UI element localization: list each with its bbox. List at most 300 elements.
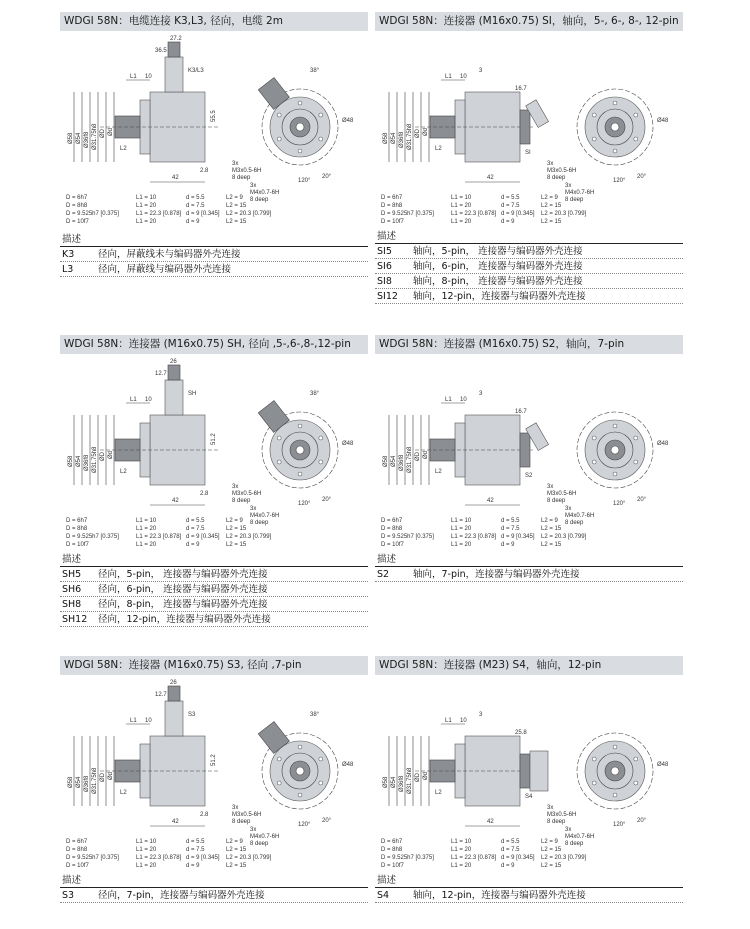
dim-extra-0: 27.2	[170, 36, 182, 42]
mount-hole	[592, 137, 596, 141]
technical-drawing	[60, 32, 368, 210]
dimension-table	[66, 838, 286, 870]
dimension-cell: D = 8h8	[66, 203, 88, 209]
dimension-cell: D = 10f7	[66, 542, 89, 548]
connector-tag: S3	[188, 712, 196, 718]
angle-20-label: 20°	[637, 174, 647, 180]
dim-d36-label: Ø36f8	[84, 454, 90, 471]
description-row	[375, 244, 683, 259]
dimension-cell: L1 = 20	[136, 219, 157, 225]
dimension-row	[381, 854, 601, 862]
thread-m4-count: 3x	[565, 183, 572, 189]
dimension-cell: d = 9 [0.345]	[501, 534, 535, 540]
shaft-hole	[296, 446, 304, 454]
thread-m4-count: 3x	[250, 183, 257, 189]
dim-3-label: 3	[479, 68, 483, 74]
dimension-cell: L1 = 22.3 [0.878]	[451, 211, 497, 217]
dimension-row	[66, 218, 286, 226]
angle-20-label: 20°	[637, 497, 647, 503]
mount-hole	[634, 460, 638, 464]
description-row	[60, 612, 368, 627]
dimension-cell: d = 5.5	[501, 195, 520, 201]
panel-si	[375, 12, 683, 312]
dimension-cell: D = 8h8	[381, 847, 403, 853]
dim-10-label: 10	[460, 74, 467, 80]
dimension-cell: d = 7.5	[186, 526, 205, 532]
dim-l2-label: L2	[120, 146, 127, 152]
variant-code: L3	[62, 264, 74, 275]
dimension-table	[381, 838, 601, 870]
dimension-row	[66, 862, 286, 870]
variant-code: SI5	[377, 246, 392, 257]
dimension-cell: d = 7.5	[501, 203, 520, 209]
description-heading: 描述	[60, 553, 368, 567]
thread-m4-spec: M4x0.7-6H	[565, 834, 595, 840]
dim-extra-2: 51.2	[211, 754, 217, 766]
dim-d31-label: Ø31.75h8	[407, 767, 413, 794]
dimension-row	[381, 846, 601, 854]
dimension-row	[381, 525, 601, 533]
dimension-cell: D = 9.525h7 [0.375]	[381, 855, 434, 861]
dimension-cell: L2 = 15	[226, 526, 247, 532]
dimension-cell: L2 = 9	[541, 839, 558, 845]
dimension-row	[66, 525, 286, 533]
dimension-cell: L1 = 22.3 [0.878]	[451, 534, 497, 540]
dim-28-label: 2.8	[200, 491, 209, 497]
connector-tag: S2	[525, 473, 533, 479]
description-heading: 描述	[375, 874, 683, 888]
dim-extra-0: 16.7	[515, 86, 527, 92]
dimension-cell: d = 7.5	[186, 847, 205, 853]
panel-title: WDGI 58N：连接器 (M16x0.75) SI，轴向，5-, 6-, 8-, 12-pin	[375, 12, 683, 31]
angle-38-label: 38°	[310, 712, 320, 718]
connector-cap	[168, 686, 180, 701]
dim-d48-label: Ø48	[657, 762, 669, 768]
dim-extra-1: 12.7	[155, 692, 167, 698]
dimension-cell: d = 9 [0.345]	[501, 855, 535, 861]
mount-hole	[277, 113, 281, 117]
dim-d31-label: Ø31.75h8	[92, 446, 98, 473]
variant-description: 轴向，5-pin， 连接器与编码器外壳连接	[413, 246, 583, 257]
dim-dd-label: ØD	[100, 452, 106, 461]
dim-extra-1: 36.5	[155, 48, 167, 54]
dim-d58-label: Ø58	[68, 132, 74, 144]
mount-hole	[298, 424, 302, 428]
panel-s4	[375, 656, 683, 916]
dim-l1-label: L1	[130, 397, 137, 403]
dimension-cell: D = 9.525h7 [0.375]	[381, 211, 434, 217]
mount-hole	[277, 137, 281, 141]
connector-tag: S4	[525, 794, 533, 800]
dimension-row	[66, 210, 286, 218]
angle-120-label: 120°	[613, 501, 626, 507]
thread-m3-spec: M3x0.5-6H	[547, 812, 577, 818]
dimension-cell: L1 = 20	[451, 847, 472, 853]
description-row	[60, 597, 368, 612]
angle-38-label: 38°	[310, 68, 320, 74]
thread-m3-depth: 8 deep	[547, 175, 566, 181]
dimension-cell: L1 = 20	[451, 863, 472, 869]
dim-10-label: 10	[145, 74, 152, 80]
axial-connector-base	[520, 110, 530, 144]
dim-42-label: 42	[487, 175, 494, 181]
variant-code: S4	[377, 890, 390, 901]
dimension-cell: d = 5.5	[186, 518, 205, 524]
dim-dd2-label: Ød	[423, 771, 429, 780]
description-table	[375, 553, 683, 582]
dim-l2-label: L2	[435, 790, 442, 796]
mount-hole	[613, 745, 617, 749]
dimension-row	[381, 202, 601, 210]
dimension-cell: d = 7.5	[501, 526, 520, 532]
mount-hole	[298, 472, 302, 476]
panel-s2	[375, 335, 683, 595]
dim-l1-label: L1	[130, 718, 137, 724]
dimension-cell: L1 = 20	[451, 203, 472, 209]
description-table	[60, 874, 368, 903]
thread-m3-depth: 8 deep	[547, 819, 566, 825]
thread-m4-count: 3x	[565, 827, 572, 833]
dimension-row	[66, 846, 286, 854]
dimension-cell: d = 9	[186, 219, 200, 225]
dimension-cell: L2 = 20.3 [0.799]	[541, 534, 587, 540]
dim-l1-label: L1	[445, 718, 452, 724]
dim-extra-1: 12.7	[155, 371, 167, 377]
technical-drawing	[60, 355, 368, 533]
dimension-cell: L1 = 20	[136, 542, 157, 548]
dimension-cell: L1 = 22.3 [0.878]	[136, 855, 182, 861]
shaft-hole	[296, 767, 304, 775]
drawing-svg	[60, 32, 368, 210]
dimension-row	[381, 541, 601, 549]
variant-description: 径向，屏蔽线与编码器外壳连接	[98, 264, 232, 275]
dimension-cell: L2 = 20.3 [0.799]	[541, 211, 587, 217]
description-row	[375, 289, 683, 304]
axial-connector-base	[520, 754, 530, 788]
variant-code: K3	[62, 249, 75, 260]
variant-description: 径向，8-pin， 连接器与编码器外壳连接	[98, 599, 268, 610]
thread-m3-depth: 8 deep	[232, 175, 251, 181]
dimension-cell: D = 6h7	[66, 518, 88, 524]
description-heading: 描述	[60, 233, 368, 247]
dim-extra-2: 51.2	[211, 433, 217, 445]
angle-120-label: 120°	[613, 822, 626, 828]
description-row	[375, 567, 683, 582]
mount-hole	[613, 424, 617, 428]
mount-hole	[592, 113, 596, 117]
thread-m4-depth: 8 deep	[565, 841, 584, 847]
dimension-cell: L1 = 10	[136, 839, 157, 845]
angle-20-label: 20°	[637, 818, 647, 824]
dim-d36-label: Ø36f8	[399, 454, 405, 471]
mount-hole	[319, 436, 323, 440]
thread-m3-count: 3x	[547, 484, 554, 490]
dimension-cell: L1 = 10	[451, 195, 472, 201]
mount-hole	[319, 781, 323, 785]
thread-m4-depth: 8 deep	[250, 841, 269, 847]
dimension-cell: L1 = 10	[451, 839, 472, 845]
mount-hole	[319, 460, 323, 464]
dimension-cell: D = 9.525h7 [0.375]	[66, 534, 119, 540]
thread-m4-depth: 8 deep	[565, 197, 584, 203]
dim-d58-label: Ø58	[68, 455, 74, 467]
drawing-svg	[60, 355, 368, 533]
mount-hole	[592, 460, 596, 464]
dimension-cell: d = 9 [0.345]	[186, 855, 220, 861]
dimension-cell: D = 9.525h7 [0.375]	[66, 211, 119, 217]
dim-dd-label: ØD	[100, 129, 106, 138]
dimension-cell: L2 = 15	[541, 847, 562, 853]
dimension-cell: D = 6h7	[381, 195, 403, 201]
panel-title: WDGI 58N：连接器 (M16x0.75) S2，轴向，7-pin	[375, 335, 683, 354]
dim-d48-label: Ø48	[342, 441, 354, 447]
dimension-cell: D = 10f7	[66, 219, 89, 225]
thread-m3-count: 3x	[547, 161, 554, 167]
thread-m3-spec: M3x0.5-6H	[232, 491, 262, 497]
dim-28-label: 2.8	[200, 168, 209, 174]
dimension-row	[66, 202, 286, 210]
dim-extra-0: 25.8	[515, 730, 527, 736]
description-table	[60, 233, 368, 277]
dim-d58-label: Ø58	[383, 455, 389, 467]
mount-hole	[613, 149, 617, 153]
dimension-cell: L2 = 9	[226, 839, 243, 845]
dimension-cell: L2 = 15	[541, 542, 562, 548]
dim-42-label: 42	[487, 498, 494, 504]
dimension-cell: D = 6h7	[381, 839, 403, 845]
dimension-cell: L2 = 15	[226, 847, 247, 853]
technical-drawing	[375, 355, 683, 533]
description-row	[60, 582, 368, 597]
drawing-svg	[375, 32, 683, 210]
dim-l1-label: L1	[445, 397, 452, 403]
dimension-row	[66, 517, 286, 525]
dimension-row	[66, 838, 286, 846]
dim-d58-label: Ø58	[68, 776, 74, 788]
mount-hole	[634, 113, 638, 117]
dim-d36-label: Ø36f8	[84, 775, 90, 792]
description-row	[375, 888, 683, 903]
dim-extra-0: 26	[170, 359, 177, 365]
variant-code: SH5	[62, 569, 82, 580]
dimension-cell: d = 9	[501, 863, 515, 869]
thread-m4-depth: 8 deep	[565, 520, 584, 526]
dimension-cell: d = 5.5	[186, 839, 205, 845]
thread-m3-spec: M3x0.5-6H	[547, 168, 577, 174]
dim-42-label: 42	[172, 819, 179, 825]
dimension-cell: D = 8h8	[66, 847, 88, 853]
variant-code: SH8	[62, 599, 82, 610]
dim-d54-label: Ø54	[76, 455, 82, 467]
dimension-cell: D = 6h7	[381, 518, 403, 524]
variant-description: 径向，12-pin，连接器与编码器外壳连接	[98, 614, 271, 625]
dim-d31-label: Ø31.75h8	[92, 767, 98, 794]
mount-hole	[634, 757, 638, 761]
connector-tag: K3/L3	[188, 68, 204, 74]
dim-d54-label: Ø54	[76, 776, 82, 788]
connector-cap	[168, 42, 180, 57]
thread-m3-depth: 8 deep	[232, 819, 251, 825]
dim-l2-label: L2	[435, 469, 442, 475]
dimension-table	[381, 517, 601, 549]
variant-description: 轴向，12-pin，连接器与编码器外壳连接	[413, 291, 586, 302]
dimension-cell: d = 9	[186, 863, 200, 869]
thread-m4-count: 3x	[565, 506, 572, 512]
dim-d54-label: Ø54	[391, 776, 397, 788]
mount-hole	[277, 757, 281, 761]
dim-d31-label: Ø31.75h8	[407, 446, 413, 473]
dim-l1-label: L1	[445, 74, 452, 80]
shaft-hole	[296, 123, 304, 131]
dimension-cell: L2 = 9	[226, 518, 243, 524]
angle-120-label: 120°	[298, 822, 311, 828]
mount-hole	[319, 757, 323, 761]
panel-title: WDGI 58N：连接器 (M16x0.75) S3, 径向 ,7-pin	[60, 656, 368, 675]
dim-d48-label: Ø48	[657, 118, 669, 124]
thread-m3-depth: 8 deep	[547, 498, 566, 504]
description-heading: 描述	[375, 230, 683, 244]
radial-connector	[165, 57, 183, 92]
dim-d31-label: Ø31.75h8	[92, 123, 98, 150]
description-table	[375, 874, 683, 903]
dim-dd-label: ØD	[415, 773, 421, 782]
dimension-cell: L1 = 20	[136, 863, 157, 869]
variant-code: S3	[62, 890, 75, 901]
dimension-row	[66, 194, 286, 202]
shaft-hole	[611, 123, 619, 131]
dimension-cell: d = 5.5	[501, 839, 520, 845]
radial-connector	[165, 701, 183, 736]
panel-s3	[60, 656, 368, 916]
thread-m3-count: 3x	[547, 805, 554, 811]
thread-m4-spec: M4x0.7-6H	[250, 834, 280, 840]
variant-description: 径向，屏蔽线未与编码器外壳连接	[98, 249, 241, 260]
dimension-cell: D = 10f7	[381, 219, 404, 225]
dimension-cell: L2 = 15	[541, 526, 562, 532]
dim-10-label: 10	[145, 397, 152, 403]
connector-cap	[168, 365, 180, 380]
dimension-cell: L2 = 20.3 [0.799]	[226, 211, 272, 217]
thread-m3-spec: M3x0.5-6H	[547, 491, 577, 497]
dimension-cell: L1 = 20	[136, 203, 157, 209]
dimension-cell: D = 8h8	[66, 526, 88, 532]
technical-drawing	[375, 32, 683, 210]
mount-hole	[613, 793, 617, 797]
dim-28-label: 2.8	[200, 812, 209, 818]
drawing-svg	[60, 676, 368, 854]
panel-title: WDGI 58N：电缆连接 K3,L3, 径向，电缆 2m	[60, 12, 368, 31]
thread-m4-count: 3x	[250, 827, 257, 833]
dim-d54-label: Ø54	[391, 132, 397, 144]
panel-sh	[60, 335, 368, 635]
dimension-cell: d = 9 [0.345]	[186, 211, 220, 217]
dimension-cell: D = 8h8	[381, 203, 403, 209]
mount-hole	[592, 757, 596, 761]
mount-hole	[613, 101, 617, 105]
dimension-cell: D = 9.525h7 [0.375]	[381, 534, 434, 540]
thread-m4-depth: 8 deep	[250, 520, 269, 526]
dimension-cell: L2 = 9	[541, 518, 558, 524]
angle-120-label: 120°	[298, 178, 311, 184]
dim-42-label: 42	[172, 175, 179, 181]
radial-connector	[165, 380, 183, 415]
description-table	[60, 553, 368, 627]
dim-d48-label: Ø48	[342, 762, 354, 768]
dimension-cell: L2 = 15	[541, 219, 562, 225]
dim-42-label: 42	[487, 819, 494, 825]
thread-m4-spec: M4x0.7-6H	[565, 513, 595, 519]
thread-m3-spec: M3x0.5-6H	[232, 812, 262, 818]
dim-dd2-label: Ød	[108, 450, 114, 459]
dim-42-label: 42	[172, 498, 179, 504]
panel-title: WDGI 58N：连接器 (M23) S4，轴向，12-pin	[375, 656, 683, 675]
variant-description: 径向，6-pin， 连接器与编码器外壳连接	[98, 584, 268, 595]
mount-hole	[319, 137, 323, 141]
dimension-cell: L1 = 20	[451, 219, 472, 225]
variant-description: 轴向，12-pin，连接器与编码器外壳连接	[413, 890, 586, 901]
dimension-cell: L1 = 20	[451, 526, 472, 532]
dimension-table	[66, 517, 286, 549]
dim-d48-label: Ø48	[342, 118, 354, 124]
dimension-cell: d = 7.5	[186, 203, 205, 209]
dimension-row	[381, 517, 601, 525]
dim-10-label: 10	[145, 718, 152, 724]
description-heading: 描述	[375, 553, 683, 567]
dimension-cell: L1 = 20	[136, 526, 157, 532]
dim-d31-label: Ø31.75h8	[407, 123, 413, 150]
thread-m4-spec: M4x0.7-6H	[250, 513, 280, 519]
dimension-row	[66, 854, 286, 862]
variant-code: S2	[377, 569, 390, 580]
dimension-row	[66, 533, 286, 541]
thread-m4-count: 3x	[250, 506, 257, 512]
dimension-cell: D = 10f7	[381, 863, 404, 869]
dimension-cell: d = 9 [0.345]	[186, 534, 220, 540]
dimension-cell: L1 = 22.3 [0.878]	[136, 534, 182, 540]
m23-connector	[530, 751, 548, 791]
mount-hole	[298, 149, 302, 153]
shaft-hole	[611, 767, 619, 775]
description-row	[60, 567, 368, 582]
description-row	[60, 247, 368, 262]
dim-dd2-label: Ød	[108, 771, 114, 780]
dimension-cell: D = 6h7	[66, 839, 88, 845]
dimension-cell: L1 = 20	[136, 847, 157, 853]
mount-hole	[592, 436, 596, 440]
mount-hole	[634, 436, 638, 440]
dim-d36-label: Ø36f8	[399, 775, 405, 792]
dimension-cell: d = 5.5	[501, 518, 520, 524]
dimension-cell: d = 9 [0.345]	[501, 211, 535, 217]
description-heading: 描述	[60, 874, 368, 888]
connector-tag: SI	[525, 150, 531, 156]
dimension-cell: L2 = 15	[226, 863, 247, 869]
dim-d58-label: Ø58	[383, 776, 389, 788]
angle-20-label: 20°	[322, 174, 332, 180]
dimension-cell: L1 = 22.3 [0.878]	[136, 211, 182, 217]
mount-hole	[298, 793, 302, 797]
dim-l2-label: L2	[435, 146, 442, 152]
panel-title: WDGI 58N：连接器 (M16x0.75) SH, 径向 ,5-,6-,8-,12-pin	[60, 335, 368, 354]
thread-m4-spec: M4x0.7-6H	[565, 190, 595, 196]
variant-description: 径向，7-pin，连接器与编码器外壳连接	[98, 890, 265, 901]
dim-dd-label: ØD	[415, 452, 421, 461]
mount-hole	[634, 781, 638, 785]
dimension-cell: D = 10f7	[66, 863, 89, 869]
dim-l2-label: L2	[120, 790, 127, 796]
description-row	[60, 888, 368, 903]
thread-m3-spec: M3x0.5-6H	[232, 168, 262, 174]
